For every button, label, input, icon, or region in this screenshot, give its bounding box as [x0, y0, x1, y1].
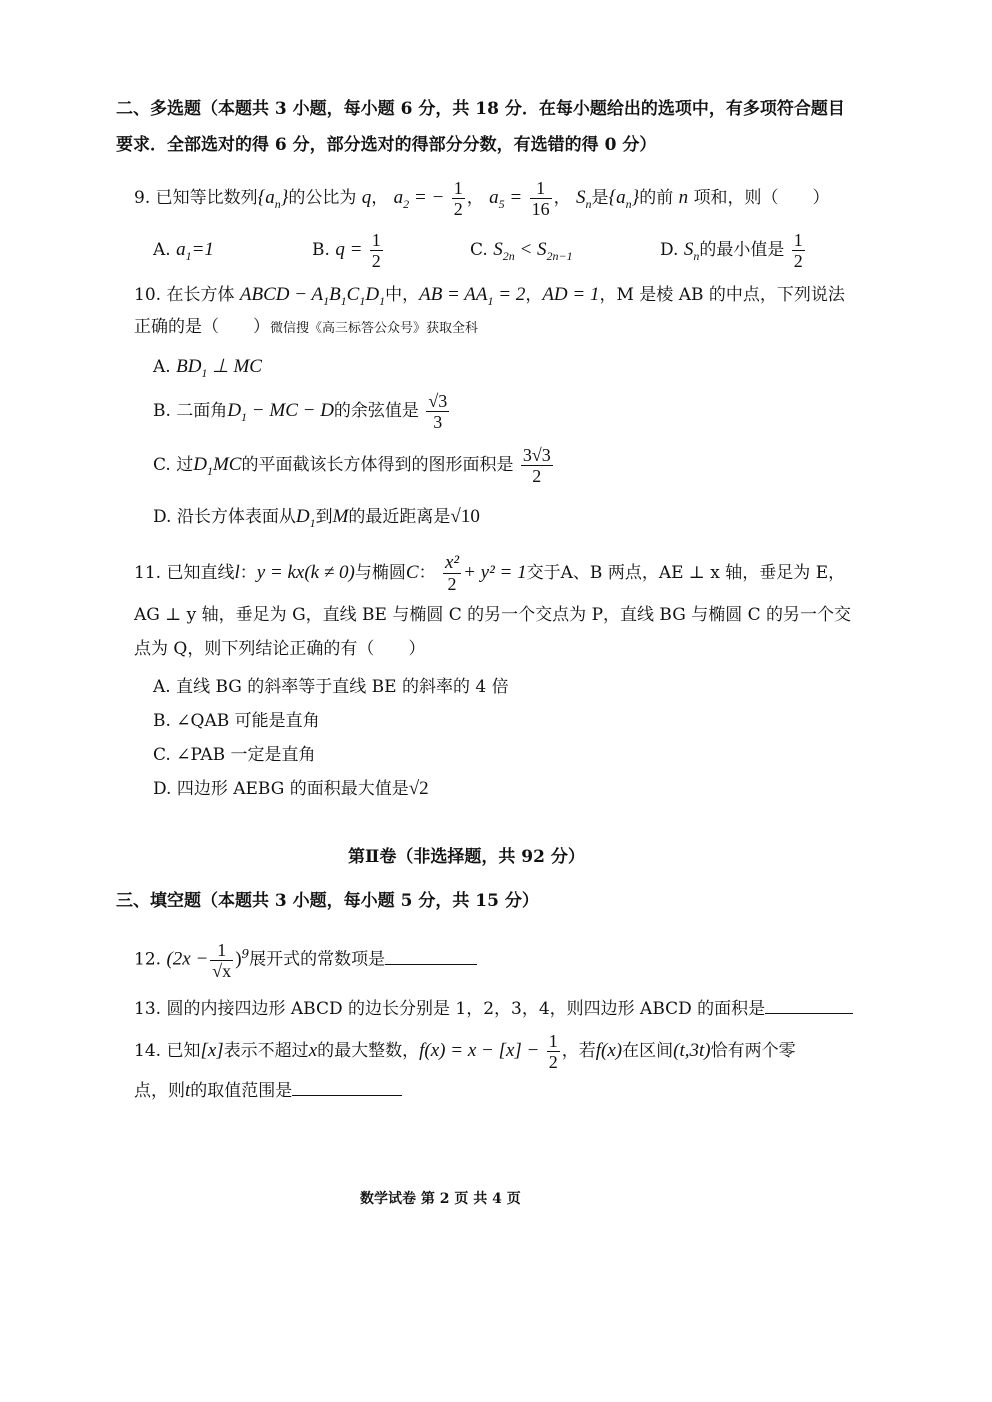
q9-n: n [678, 187, 689, 208]
q9-option-b: B. q = $\frac{1}{2}$ [312, 230, 381, 271]
q9-text-c: 是 [591, 188, 609, 208]
question-11-line2: AG ⊥ y 轴，垂足为 G，直线 BE 与椭圆 C 的另一个交点为 P，直线 BG 与椭圆 C 的另一个交 [134, 605, 852, 625]
section-2-heading-line1: 二、多选题（本题共 3 小题，每小题 6 分，共 18 分．在每小题给出的选项中，有多项符合题目 [116, 99, 845, 119]
page-footer: 数学试卷 第 2 页 共 4 页 [360, 1191, 521, 1207]
q12-answer-blank[interactable] [385, 950, 477, 965]
question-10-stem: 10. 在长方体 ABCD − $A_1B_1C_1D_1$中，AB = $AA_1 = 2$，AD = 1，M 是棱 AB 的中点，下列说法 [134, 284, 845, 308]
q9-text-b: 的公比为 [288, 188, 357, 208]
q9-seq-2: $\{a_n\}$ [608, 187, 640, 211]
q9-option-d: D. $S_n$的最小值是 $\frac{1}{2}$ [660, 230, 803, 271]
q10-option-d: D. 沿长方体表面从$D_1$到M的最近距离是√10 [153, 506, 480, 530]
q11-option-a: A. 直线 BG 的斜率等于直线 BE 的斜率的 4 倍 [153, 677, 509, 697]
q9-a5: $a_5$ = [489, 187, 523, 211]
question-14-line2: 点，则t的取值范围是 [134, 1080, 402, 1102]
question-11-line1: 11. 已知直线l：y = kx(k ≠ 0)与椭圆C： $\frac{\text{x²}}{2}$ + y² = 1交于A、B 两点，AE ⊥ x 轴，垂足为 E， [134, 552, 846, 594]
q9-text-e: 项和，则（ ） [693, 188, 830, 208]
q9-a5-fraction: $\frac{1}{16}$ [531, 178, 550, 219]
q11-option-c: C. ∠PAB 一定是直角 [153, 745, 316, 765]
q9-number: 9. [134, 188, 151, 208]
section-2-heading-line2: 要求．全部选对的得 6 分，部分选对的得部分分数，有选错的得 0 分） [116, 135, 657, 155]
question-11-line3: 点为 Q，则下列结论正确的有（ ） [134, 639, 426, 659]
question-14-line1: 14. 已知[x]表示不超过x的最大整数，f(x) = x − [x] − $\frac{1}{2}$ ，若f(x)在区间(t,3t)恰有两个零 [134, 1031, 796, 1072]
q9-text-d: 的前 [639, 188, 674, 208]
q9-a2-fraction: $\frac{1}{2}$ [453, 178, 463, 219]
q9-q: q [361, 187, 372, 208]
q13-answer-blank[interactable] [765, 999, 853, 1014]
question-10-line2: 正确的是（ ）微信搜《高三标答公众号》获取全科 [134, 317, 479, 337]
q10-option-a: A. $BD_1$ ⊥ MC [153, 356, 262, 380]
q10-option-b: B. 二面角$D_1$ − MC − D的余弦值是 $\frac{√3}{3}$ [153, 391, 448, 432]
q11-option-d: D. 四边形 AEBG 的面积最大值是√2 [153, 778, 429, 799]
q11-option-b: B. ∠QAB 可能是直角 [153, 711, 320, 731]
q14-answer-blank[interactable] [292, 1081, 402, 1096]
section-3-heading: 三、填空题（本题共 3 小题，每小题 5 分，共 15 分） [116, 891, 539, 911]
q9-text-a: 已知等比数列 [155, 188, 258, 208]
part-2-title: 第Ⅱ卷（非选择题，共 92 分） [348, 847, 585, 867]
question-12: 12. (2x − $\frac{1}{√x}$ )$^9$展开式的常数项是 [134, 930, 477, 984]
q9-a2: $a_2$ = − [393, 187, 445, 211]
q9-option-c: C. $S_{2n} < S_{2n-1}$ [470, 239, 573, 263]
q9-sn: $S_n$ [576, 187, 592, 211]
q9-seq: $\{a_n\}$ [257, 187, 289, 211]
question-9-stem: 9. 已知等比数列$\{a_n\}$的公比为 q， $a_2$ = − $\frac{1}{2}$ ， $a_5$ = $\frac{1}{16}$ ， $S_n$是$\{a_n\}$的前 n 项和，则（ ） [134, 178, 830, 219]
q9-option-a: A. $a_1=1$ [153, 239, 214, 263]
q10-option-c: C. 过$D_1MC$的平面截该长方体得到的图形面积是 $\frac{3√3}{2}$ [153, 445, 551, 486]
watermark-note: 微信搜《高三标答公众号》获取全科 [270, 321, 479, 336]
question-13: 13. 圆的内接四边形 ABCD 的边长分别是 1，2，3，4，则四边形 ABCD 的面积是 [134, 998, 853, 1020]
